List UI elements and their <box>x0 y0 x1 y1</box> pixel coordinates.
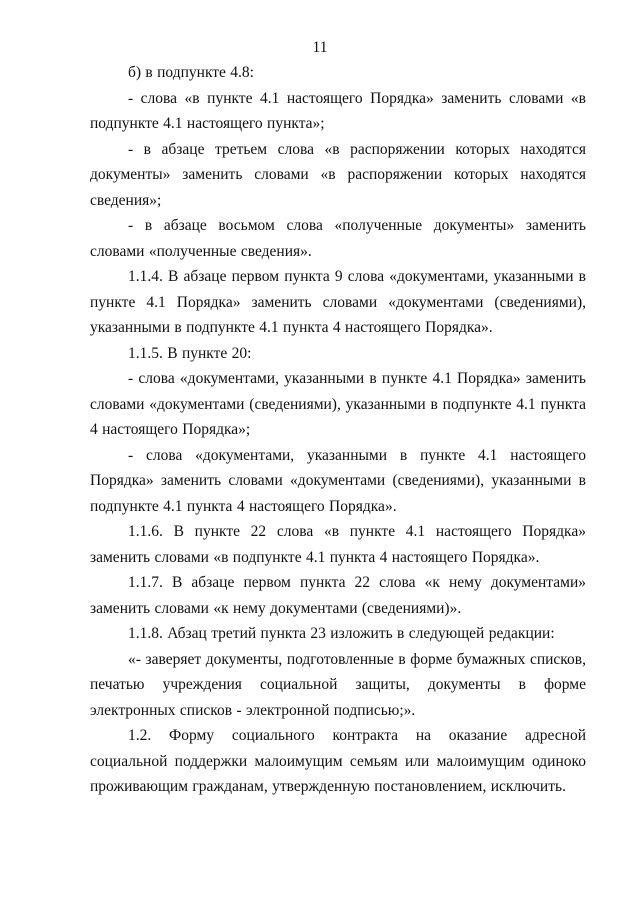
paragraph-1-1-4: 1.1.4. В абзаце первом пункта 9 слова «документами, указанными в пункте 4.1 Порядка» заменить словами «документами (сведениями), указанными в подпункте 4.1 пункта 4 настоящего Порядка». <box>90 268 586 336</box>
paragraph-quoted-text: «- заверяет документы, подготовленные в форме бумажных списков, печатью учреждения социальной защиты, документы в форме электронных списков - электронной подписью;». <box>90 650 586 719</box>
document-body <box>90 60 586 800</box>
page-number: 11 <box>312 39 328 56</box>
paragraph-1-1-8: 1.1.8. Абзац третий пункта 23 изложить в следующей редакции: <box>128 625 555 642</box>
paragraph-1-1-7: 1.1.7. В абзаце первом пункта 22 слова «к нему документами» заменить словами «к нему документами (сведениями)». <box>90 574 586 617</box>
paragraph-dash-4: - слова «документами, указанными в пункте 4.1 Порядка» заменить словами «документами (сведениями), указанными в подпункте 4.1 пункта 4 настоящего Порядка»; <box>90 370 586 438</box>
paragraph-dash-2: - в абзаце третьем слова «в распоряжении которых находятся документы» заменить словами «в распоряжении которых находятся сведения»; <box>90 140 586 209</box>
paragraph-subitem-b: б) в подпункте 4.8: <box>128 64 254 81</box>
paragraph-1-1-5: 1.1.5. В пункте 20: <box>128 344 252 362</box>
paragraph-1-1-6: 1.1.6. В пункте 22 слова «в пункте 4.1 настоящего Порядка» заменить словами «в подпункте 4.1 пункта 4 настоящего Порядка». <box>90 523 586 566</box>
paragraph-dash-1: - слова «в пункте 4.1 настоящего Порядка» заменить словами «в подпункте 4.1 настоящего пункта»; <box>90 89 586 132</box>
paragraph-1-2: 1.2. Форму социального контракта на оказание адресной социальной поддержки малоимущим семьям или малоимущим одиноко проживающим гражданам, утвержденную постановлением, исключить. <box>90 727 586 795</box>
paragraph-dash-5: - слова «документами, указанными в пункте 4.1 настоящего Порядка» заменить словами «документами (сведениями), указанными в подпункте 4.1 пункта 4 настоящего Порядка». <box>90 446 586 515</box>
paragraph-dash-3: - в абзаце восьмом слова «полученные документы» заменить словами «полученные сведения». <box>90 217 586 260</box>
